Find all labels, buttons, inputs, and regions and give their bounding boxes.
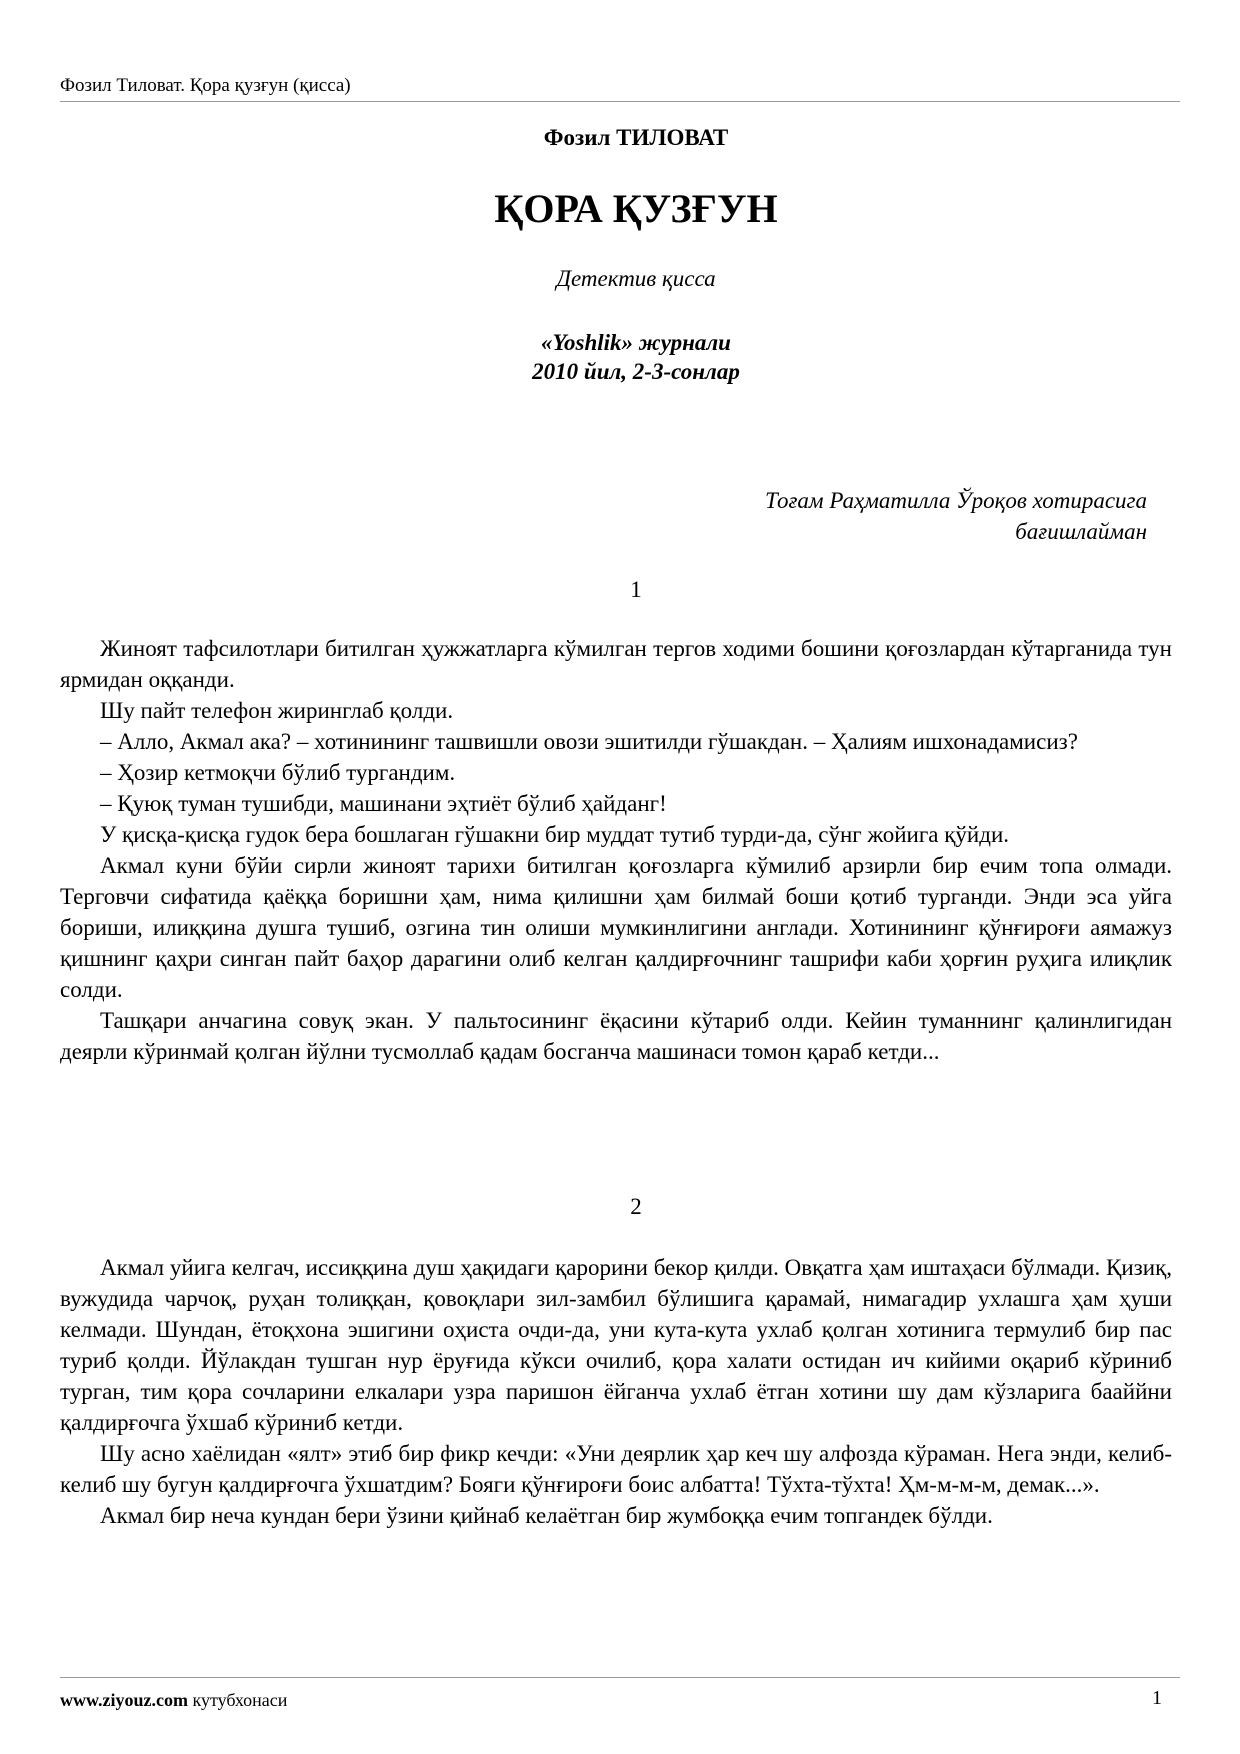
publication-source — [0, 328, 1240, 386]
paragraph: – Ҳозир кетмоқчи бўлиб тургандим. — [100, 760, 456, 785]
section-body — [60, 633, 1172, 1067]
paragraph: – Алло, Акмал ака? – хотинининг ташвишли овози эшитилди гўшакдан. – Ҳалиям ишхонадамисиз? — [100, 729, 1078, 754]
paragraph: Шу пайт телефон жиринглаб қолди. — [100, 698, 454, 723]
section-number: 2 — [630, 1194, 642, 1219]
running-header: Фозил Тиловат. Қора қузғун (қисса) — [60, 75, 351, 96]
paragraph: Акмал бир неча кундан бери ўзини қийнаб келаётган бир жумбоққа ечим топгандек бўлди. — [100, 1503, 993, 1528]
paragraph: Акмал уйига келгач, иссиққина душ ҳақидаги қарорини бекор қилди. Овқатга ҳам иштаҳаси бўлмади. Қизиқ, вужудида чарчоқ, руҳан толиққан, қовоқлари зил-замбил бўлишига қарамай, нимагадир ухлашга ҳам ҳуши келмади. Шундан, ётоқхона эшигини оҳиста очди-да, уни кута-кута ухлаб қолган хотинига термулиб бир пас туриб қолди. Йўлакдан тушган нур ёруғида кўкси очилиб, қора халати остидан ич кийими оқариб кўриниб турган, тим қора сочларини елкалари узра паришон ёйганча ухлаб ётган хотини шу дам кўзларига бааййни қалдирғочга ўхшаб кўриниб кетди. — [60, 1255, 1172, 1435]
genre-subtitle: Детектив қисса — [556, 266, 716, 291]
footer-site-suffix: кутубхонаси — [187, 1690, 288, 1710]
paragraph: Ташқари анчагина совуқ экан. У пальтосининг ёқасини кўтариб олди. Кейин туманнинг қалинлигидан деярли кўринмай қолган йўлни тусмоллаб қадам босганча машинаси томон қараб кетди... — [60, 1008, 1172, 1064]
page-number: 1 — [1152, 1687, 1162, 1709]
paragraph: Жиноят тафсилотлари битилган ҳужжатларга кўмилган тергов ходими бошини қоғозлардан кўтарганида тун ярмидан оққанди. — [60, 636, 1172, 692]
dedication — [765, 485, 1147, 547]
footer-library — [60, 1689, 287, 1711]
paragraph: – Қуюқ туман тушибди, машинани эҳтиёт бўлиб ҳайданг! — [100, 791, 667, 816]
header-divider — [60, 101, 1180, 102]
footer-site-link[interactable]: www.ziyouz.com — [60, 1690, 188, 1710]
section-number: 1 — [630, 577, 642, 602]
paragraph: Акмал куни бўйи сирли жиноят тарихи битилган қоғозларга кўмилиб арзирли бир ечим топа олмади. Терговчи сифатида қаёққа боришни ҳам, нима қилишни ҳам билмай боши қотиб турганди. Энди эса уйга бориши, илиққина душга тушиб, озгина тин олиши мумкинлигини англади. Хотинининг қўнғироғи аямажуз қишнинг қаҳри синган пайт баҳор дарагини олиб келган қалдирғочнинг ташрифи каби ҳорғин руҳига илиқлик солди. — [60, 853, 1172, 1002]
paragraph: Шу асно хаёлидан «ялт» этиб бир фикр кечди: «Уни деярлик ҳар кеч шу алфозда кўраман. Нега энди, келиб-келиб шу бугун қалдирғочга ўхшатдим? Бояги қўнғироғи боис албатта! Тўхта-тўхта! Ҳм-м-м-м, демак...». — [60, 1441, 1172, 1497]
dedication-line: Тоғам Раҳматилла Ўроқов хотирасига — [764, 488, 1147, 513]
source-issue: 2010 йил, 2-3-сонлар — [532, 359, 740, 384]
footer-divider — [60, 1677, 1180, 1678]
document-title: ҚОРА ҚУЗҒУН — [494, 186, 778, 231]
dedication-line: бағишлайман — [1015, 519, 1147, 544]
author-name: Фозил ТИЛОВАТ — [543, 125, 729, 150]
source-journal: «Yoshlik» журнали — [541, 330, 731, 355]
paragraph: У қисқа-қисқа гудок бера бошлаган гўшакни бир муддат тутиб турди-да, сўнг жойига қўйди. — [100, 822, 1010, 847]
section-body — [60, 1252, 1172, 1531]
